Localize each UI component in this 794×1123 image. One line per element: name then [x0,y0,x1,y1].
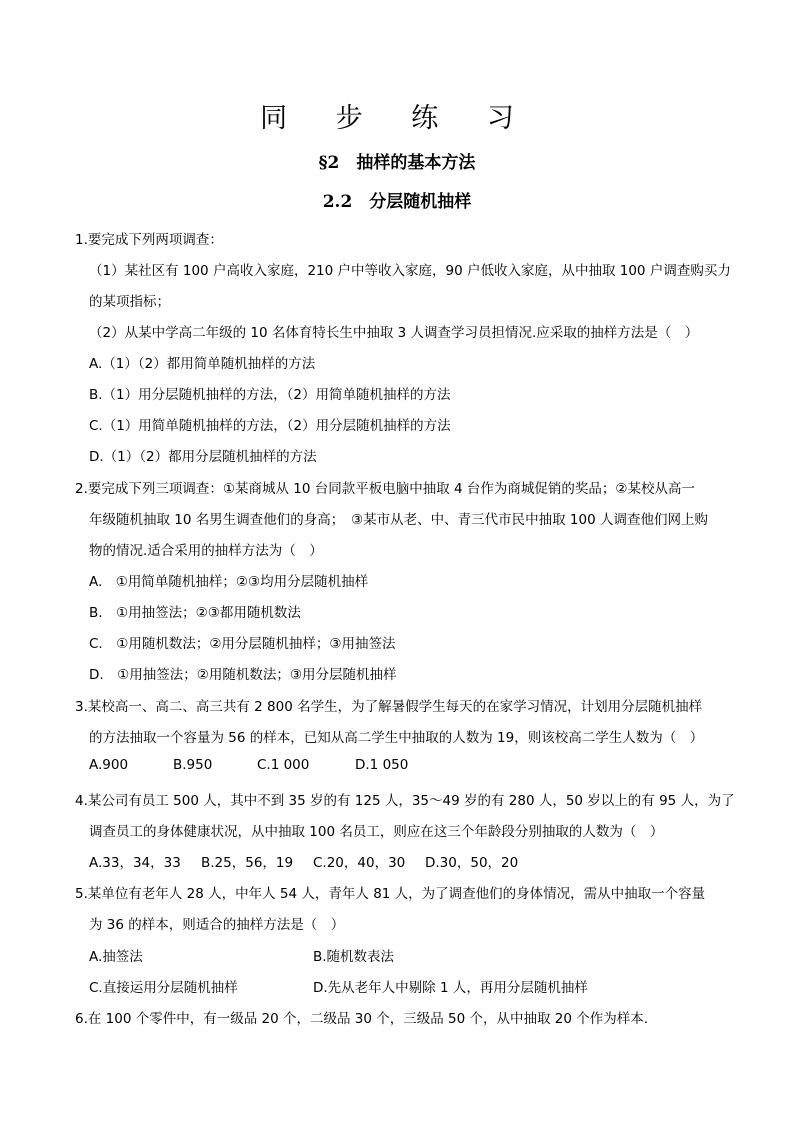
q4-option-d: D.30，50，20 [425,855,519,871]
q3-option-a: A.900 [89,757,129,773]
q2-line3: 物的情况.适合采用的抽样方法为（ ） [89,543,323,559]
q1-stem: 1.要完成下列两项调查： [75,232,223,248]
q1-item1-line1: （1）某社区有 100 户高收入家庭，210 户中等收入家庭，90 户低收入家庭，从中抽取 100 户调查购买力 [89,263,731,279]
q3-line1: 3.某校高一、高二、高三共有 2 800 名学生，为了解暑假学生每天的在家学习情况，计划用分层随机抽样 [75,699,703,715]
q5-option-d: D.先从老年人中剔除 1 人，再用分层随机抽样 [313,980,588,996]
q1-option-c: C.（1）用简单随机抽样的方法，（2）用分层随机抽样的方法 [89,418,451,434]
q1-option-a: A.（1）（2）都用简单随机抽样的方法 [89,356,316,372]
q2-option-a: A. ①用简单随机抽样；②③均用分层随机抽样 [89,574,369,590]
q4-line1: 4.某公司有员工 500 人，其中不到 35 岁的有 125 人，35～49 岁的有 280 人，50 岁以上的有 95 人，为了 [75,793,735,809]
q4-line2: 调查员工的身体健康状况，从中抽取 100 名员工，则应在这三个年龄段分别抽取的人数为（ ） [89,824,664,840]
q3-option-c: C.1 000 [257,757,310,773]
q3-line2: 的方法抽取一个容量为 56 的样本，已知从高二学生中抽取的人数为 19，则该校高二学生人数为（ ） [89,730,704,746]
q1-option-b: B.（1）用分层随机抽样的方法，（2）用简单随机抽样的方法 [89,387,451,403]
q1-option-d: D.（1）（2）都用分层随机抽样的方法 [89,449,317,465]
q5-option-b: B.随机数表法 [313,949,395,965]
section-heading: §2 抽样的基本方法 [318,153,476,173]
q4-option-b: B.25，56，19 [201,855,294,871]
page-title: 同 步 练 习 [260,103,534,134]
q2-option-d: D. ①用抽签法；②用随机数法；③用分层随机抽样 [89,667,397,683]
subsection-heading: 2.2 分层随机抽样 [322,192,472,212]
q2-line2: 年级随机抽取 10 名男生调查他们的身高； ③某市从老、中、青三代市民中抽取 100 人调查他们网上购 [89,512,708,528]
q1-item2: （2）从某中学高二年级的 10 名体育特长生中抽取 3 人调查学习员担情况.应采取的抽样方法是（ ） [89,325,699,341]
q6-line1: 6.在 100 个零件中，有一级品 20 个，二级品 30 个，三级品 50 个，从中抽取 20 个作为样本. [75,1011,649,1027]
q2-option-b: B. ①用抽签法；②③都用随机数法 [89,605,301,621]
q2-line1: 2.要完成下列三项调查：①某商城从 10 台同款平板电脑中抽取 4 台作为商城促销的奖品；②某校从高一 [75,481,696,497]
q5-line2: 为 36 的样本，则适合的抽样方法是（ ） [89,917,345,933]
q4-option-a: A.33，34，33 [89,855,181,871]
q2-option-c: C. ①用随机数法；②用分层随机抽样；③用抽签法 [89,636,396,652]
q4-option-c: C.20，40，30 [313,855,406,871]
q3-option-b: B.950 [173,757,213,773]
q5-option-c: C.直接运用分层随机抽样 [89,980,238,996]
q1-item1-line2: 的某项指标； [89,294,170,310]
q5-option-a: A.抽签法 [89,949,143,965]
q5-line1: 5.某单位有老年人 28 人，中年人 54 人，青年人 81 人，为了调查他们的身体情况，需从中抽取一个容量 [75,886,706,902]
q3-option-d: D.1 050 [355,757,409,773]
